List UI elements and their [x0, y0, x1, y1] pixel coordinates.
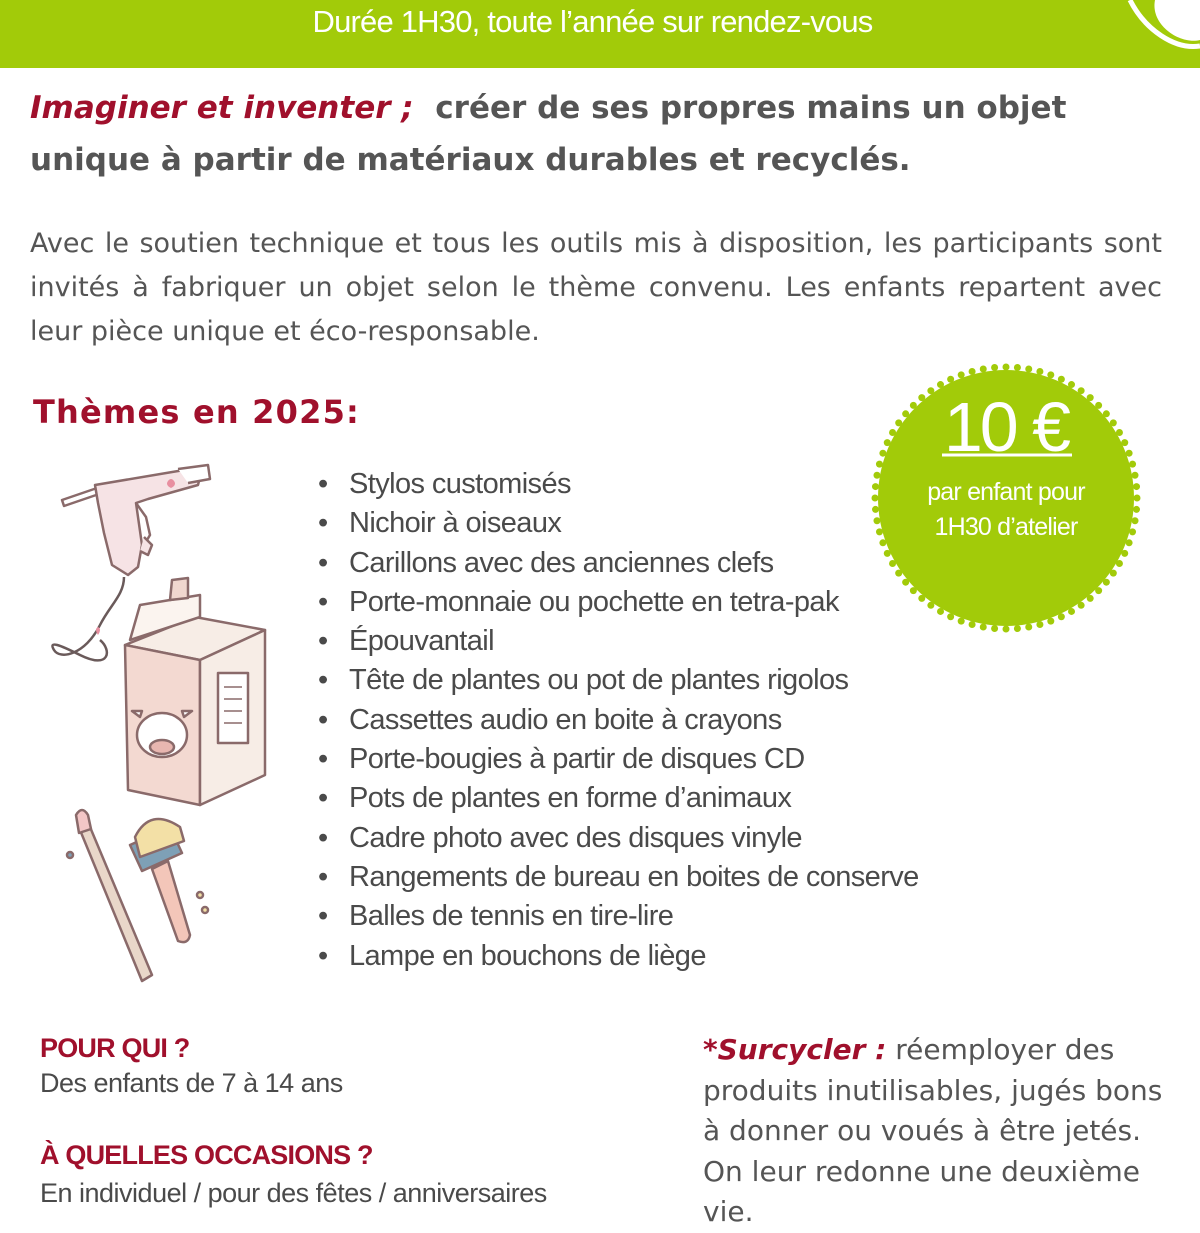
answer-occasions: En individuel / pour des fêtes / anniversaires	[40, 1178, 547, 1208]
intro-accent: Imaginer et inventer ;	[30, 90, 414, 126]
intro-heading	[30, 82, 1170, 186]
intro-rest: créer de ses propres mains un objet unique à partir de matériaux durables et recyclés.	[30, 90, 1067, 178]
question-occasions: À QUELLES OCCASIONS ?	[40, 1140, 373, 1170]
list-item: • Tête de plantes ou pot de plantes rigolos	[318, 664, 849, 697]
illustrations	[40, 455, 300, 995]
price-caption-line1: par enfant pour	[927, 478, 1085, 506]
list-item: • Lampe en bouchons de liège	[318, 939, 706, 972]
paint-brush-icon	[67, 810, 208, 981]
question-for-whom: POUR QUI ?	[40, 1033, 190, 1063]
list-item: • Épouvantail	[318, 625, 494, 658]
list-item: • Porte-bougies à partir de disques CD	[318, 743, 805, 776]
list-item: • Cadre photo avec des disques vinyle	[318, 821, 802, 854]
list-item: • Cassettes audio en boite à crayons	[318, 703, 782, 736]
list-item: • Carillons avec des anciennes clefs	[318, 546, 774, 579]
top-banner	[0, 0, 1200, 68]
leaf-icon	[1060, 0, 1200, 60]
list-item: • Porte-monnaie ou pochette en tetra-pak	[318, 585, 839, 618]
upcycle-text: réemployer des produits inutilisables, jugés bons à donner ou voués à être jetés. On leur redonne une deuxième vie.	[703, 1033, 1163, 1228]
milk-carton-icon	[125, 578, 265, 805]
answer-for-whom: Des enfants de 7 à 14 ans	[40, 1068, 343, 1098]
themes-title: Thèmes en 2025:	[33, 393, 361, 431]
list-item: • Pots de plantes en forme d’animaux	[318, 782, 792, 815]
list-item: • Balles de tennis en tire-lire	[318, 900, 674, 933]
list-item: • Stylos customisés	[318, 468, 571, 500]
list-item: • Nichoir à oiseaux	[318, 507, 562, 540]
glue-gun-icon	[62, 465, 210, 575]
list-item: • Rangements de bureau en boites de conserve	[318, 860, 919, 893]
price-caption-line2: 1H30 d’atelier	[934, 513, 1078, 541]
theme-list	[318, 465, 919, 976]
price-value: 10 €	[943, 388, 1069, 466]
description-paragraph: Avec le soutien technique et tous les outils mis à disposition, les participants sont invités à fabriquer un objet selon le thème convenu. Les enfants repartent avec leur pièce unique et éco-responsable.	[30, 228, 1162, 347]
upcycle-definition	[703, 1030, 1173, 1233]
banner-text: Durée 1H30, toute l’année sur rendez-vous	[312, 4, 873, 39]
upcycle-term: *Surcycler :	[703, 1033, 887, 1066]
